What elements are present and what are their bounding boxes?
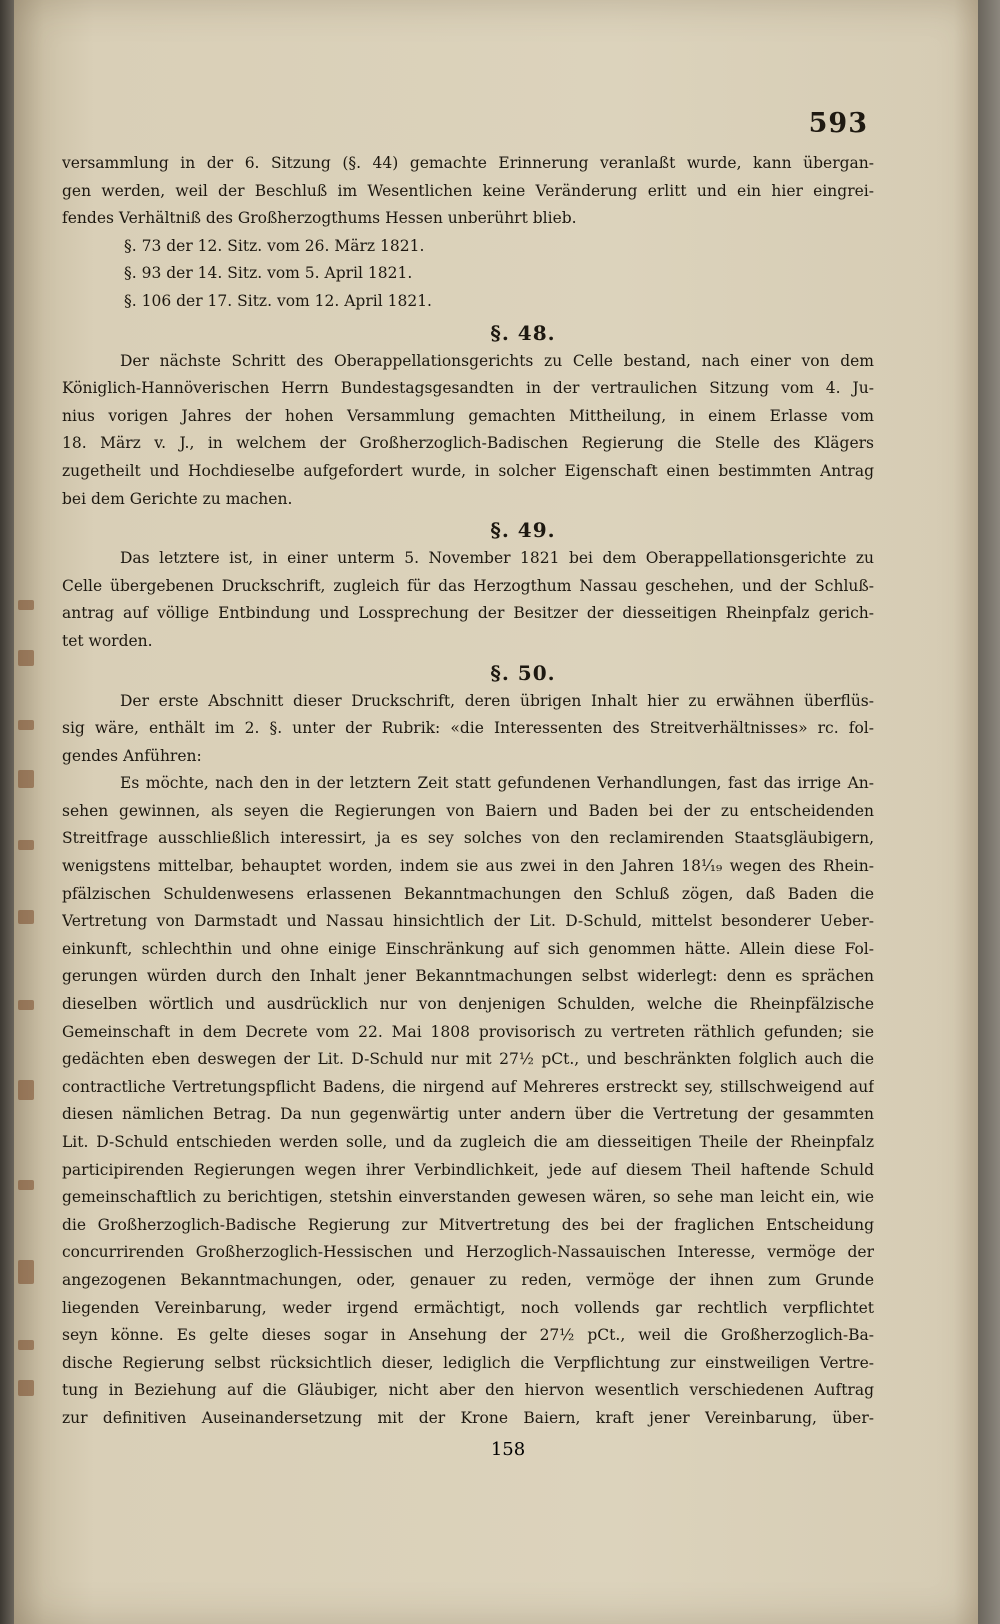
section-heading: §. 50.: [490, 660, 556, 685]
text-line: wenigstens mittelbar, behauptet worden, indem sie aus zwei in den Jahren 18¹⁄₁₉ wegen des Rhein-: [62, 857, 874, 876]
text-line: gerungen würden durch den Inhalt jener Bekanntmachungen selbst widerlegt: denn es sprächen: [62, 967, 874, 986]
page-edge: [978, 0, 1000, 1624]
text-line: Vertretung von Darmstadt und Nassau hinsichtlich der Lit. D-Schuld, mittelst besonderer Ueber-: [62, 912, 874, 931]
reference-line: §. 106 der 17. Sitz. vom 12. April 1821.: [124, 291, 432, 310]
text-line: Das letztere ist, in einer unterm 5. November 1821 bei dem Oberappellationsgerichte zu: [120, 549, 874, 568]
text-line: dische Regierung selbst rücksichtlich dieser, lediglich die Verpflichtung zur einstweiligen Vertre-: [62, 1353, 874, 1372]
signature-mark: 158: [490, 1439, 526, 1460]
page-number: 593: [808, 108, 868, 139]
text-line: sehen gewinnen, als seyen die Regierungen von Baiern und Baden bei der zu entscheidenden: [62, 801, 874, 820]
text-line: Königlich-Hannöverischen Herrn Bundestagsgesandten in der vertraulichen Sitzung vom 4. Ju-: [62, 379, 874, 398]
text-line: Gemeinschaft in dem Decrete vom 22. Mai 1808 provisorisch zu vertreten räthlich gefunden; sie: [62, 1022, 874, 1041]
text-line: antrag auf völlige Entbindung und Lossprechung der Besitzer der diesseitigen Rheinpfalz gerich-: [62, 604, 874, 623]
text-line: dieselben wörtlich und ausdrücklich nur von denjenigen Schulden, welche die Rheinpfälzische: [62, 995, 874, 1014]
text-line: fendes Verhältniß des Großherzogthums Hessen unberührt blieb.: [62, 209, 577, 228]
text-line: diesen nämlichen Betrag. Da nun gegenwärtig unter andern über die Vertretung der gesammten: [62, 1105, 874, 1124]
text-line: Es möchte, nach den in der letztern Zeit statt gefundenen Verhandlungen, fast das irrige An-: [120, 774, 874, 793]
section-heading: §. 49.: [490, 518, 556, 543]
text-line: 18. März v. J., in welchem der Großherzoglich-Badischen Regierung die Stelle des Klägers: [62, 434, 874, 453]
text-line: die Großherzoglich-Badische Regierung zur Mitvertretung des bei der fraglichen Entscheidung: [62, 1215, 874, 1234]
text-line: Streitfrage ausschließlich interessirt, ja es sey solches von den reclamirenden Staatsgläubigern,: [62, 829, 874, 848]
book-spine: [0, 0, 14, 1624]
text-line: pfälzischen Schuldenwesens erlassenen Bekanntmachungen den Schluß zögen, daß Baden die: [62, 884, 874, 903]
text-line: Der nächste Schritt des Oberappellationsgerichts zu Celle bestand, nach einer von dem: [120, 351, 874, 370]
reference-line: §. 93 der 14. Sitz. vom 5. April 1821.: [124, 264, 413, 283]
text-line: angezogenen Bekanntmachungen, oder, genauer zu reden, vermöge der ihnen zum Grunde: [62, 1270, 874, 1289]
text-line: nius vorigen Jahres der hohen Versammlung gemachten Mittheilung, in einem Erlasse vom: [62, 406, 874, 425]
text-line: concurrirenden Großherzoglich-Hessischen und Herzoglich-Nassauischen Interesse, vermöge der: [62, 1243, 874, 1262]
text-line: participirenden Regierungen wegen ihrer Verbindlichkeit, jede auf diesem Theil haftende Schuld: [62, 1160, 874, 1179]
text-line: gendes Anführen:: [62, 746, 202, 765]
body-text: [62, 150, 874, 1433]
text-line: Celle übergebenen Druckschrift, zugleich für das Herzogthum Nassau geschehen, und der Schluß-: [62, 576, 874, 595]
text-line: tung in Beziehung auf die Gläubiger, nicht aber den hiervon wesentlich verschiedenen Auftrag: [62, 1381, 874, 1400]
text-line: gedächten eben deswegen der Lit. D-Schuld nur mit 27½ pCt., und beschränkten folglich auch die: [62, 1050, 874, 1069]
text-line: sig wäre, enthält im 2. §. unter der Rubrik: «die Interessenten des Streitverhältnisses» rc. fol-: [62, 719, 874, 738]
text-line: liegenden Vereinbarung, weder irgend ermächtigt, noch vollends gar rechtlich verpflichtet: [62, 1298, 874, 1317]
reference-line: §. 73 der 12. Sitz. vom 26. März 1821.: [124, 236, 425, 255]
text-line: Der erste Abschnitt dieser Druckschrift, deren übrigen Inhalt hier zu erwähnen überflüs-: [120, 691, 874, 710]
text-line: versammlung in der 6. Sitzung (§. 44) gemachte Erinnerung veranlaßt wurde, kann übergan-: [62, 154, 874, 172]
text-line: gemeinschaftlich zu berichtigen, stetshin einverstanden gewesen wären, so sehe man leicht ein, wie: [62, 1188, 874, 1207]
text-line: tet worden.: [62, 631, 153, 650]
binding-gutter: [14, 580, 38, 1420]
scanned-page: [14, 0, 978, 1624]
text-line: contractliche Vertretungspflicht Badens, die nirgend auf Mehreres erstreckt sey, stillschweigend auf: [62, 1077, 874, 1096]
text-line: gen werden, weil der Beschluß im Wesentlichen keine Veränderung erlitt und ein hier eingrei-: [62, 181, 874, 200]
text-line: bei dem Gerichte zu machen.: [62, 489, 293, 508]
text-line: zugetheilt und Hochdieselbe aufgefordert wurde, in solcher Eigenschaft einen bestimmten Antrag: [62, 461, 874, 480]
text-line: einkunft, schlechthin und ohne einige Einschränkung auf sich genommen hätte. Allein diese Fol-: [62, 939, 874, 958]
text-line: seyn könne. Es gelte dieses sogar in Ansehung der 27½ pCt., weil die Großherzoglich-Ba-: [62, 1326, 874, 1345]
text-line: zur definitiven Auseinandersetzung mit der Krone Baiern, kraft jener Vereinbarung, über-: [62, 1408, 874, 1427]
section-heading: §. 48.: [490, 320, 556, 345]
text-line: Lit. D-Schuld entschieden werden solle, und da zugleich die am diesseitigen Theile der Rheinpfalz: [62, 1133, 874, 1151]
